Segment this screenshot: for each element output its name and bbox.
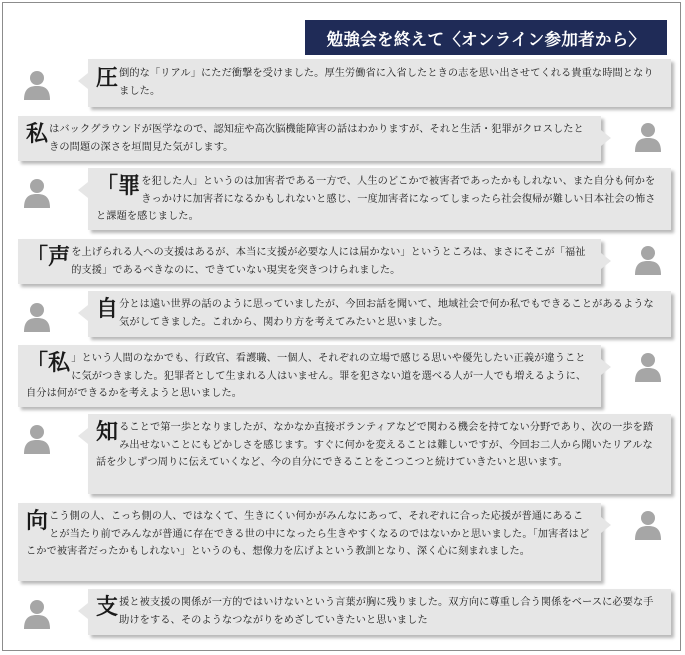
- comment-initial: 自: [96, 297, 119, 322]
- comment-bubble: [88, 589, 671, 635]
- comment-text: ることで第一歩となりましたが、なかなか直接ボランティアなどで関わる機会を持てない分野であり、次の一歩を踏み出せないことにもどかしさを感じます。すぐに何かを変えることは難しいですが、今回お二人から聞いたリアルな話を少しずつ周りに伝えていくなど、今の自分にできることをこつこつと続けていきたいと思います。: [96, 422, 654, 468]
- comment-initial: 向: [26, 509, 49, 534]
- comment-bubble: [18, 116, 601, 161]
- user-avatar-icon: [635, 510, 661, 540]
- comment-text: 」という人間のなかでも、行政官、看護職、一個人、それぞれの立場で感じる思いや優先したい正義が違うことに気がつきました。犯罪者として生まれる人はいません。罪を犯さない道を選べる人が一人でも増えるように、自分は何ができるかを考えようと思いました。: [26, 353, 587, 399]
- comment-initial: 「罪: [96, 174, 141, 199]
- comment-text: 援と被支援の関係が一方的ではいけないという言葉が胸に残りました。双方向に尊重し合う関係をベースに必要な手助けをする、そのようなつながりをめざしていきたいと思いました: [119, 597, 654, 626]
- user-avatar-icon: [24, 302, 50, 332]
- comment-initial: 「私: [26, 351, 71, 376]
- user-avatar-icon: [635, 352, 661, 382]
- comment-bubble: [88, 59, 671, 107]
- comment-text: こう側の人、こっち側の人、ではなくて、生きにくい何かがみんなにあって、それぞれに合った応援が普通にあることが当たり前でみんなが普通に存在できる世の中になったら生きやすくなるのではないかと思いました。「加害者はどこかで被害者だったかもしれない」というのも、想像力を広げよという教訓となり、深く心に刻まれました。: [26, 511, 590, 557]
- comment-initial: 知: [96, 420, 119, 445]
- comment-text: を犯した人」というのは加害者である一方で、人生のどこかで被害者であったかもしれない、また自分も何かをきっかけに加害者になるかもしれないと感じ、一度加害者になってしまったら社会復帰が難しい日本社会の怖さと課題を感じました。: [96, 176, 656, 222]
- comment-text: 分とは遠い世界の話のように思っていましたが、今回お話を聞いて、地域社会で何か私でもできることがあるような気がしてきました。これから、関わり方を考えてみたいと思いました。: [119, 299, 654, 328]
- comment-bubble: [88, 414, 671, 494]
- comment-text: 倒的な「リアル」にただ衝撃を受けました。厚生労働省に入省したときの志を思い出させてくれる貴重な時間となりました。: [119, 68, 654, 97]
- comment-bubble: [18, 345, 601, 407]
- page-title: 勉強会を終えて〈オンライン参加者から〉: [305, 20, 667, 55]
- comment-initial: 私: [26, 122, 49, 147]
- comment-initial: 圧: [96, 66, 119, 91]
- comment-initial: 支: [96, 595, 119, 620]
- comment-bubble: [18, 503, 601, 581]
- comment-bubble: [88, 291, 671, 337]
- comment-initial: 「声: [26, 245, 71, 270]
- user-avatar-icon: [635, 122, 661, 152]
- user-avatar-icon: [24, 70, 50, 100]
- user-avatar-icon: [24, 599, 50, 629]
- user-avatar-icon: [635, 245, 661, 275]
- comment-bubble: [88, 168, 671, 230]
- comment-text: はバックグラウンドが医学なので、認知症や高次脳機能障害の話はわかりますが、それと生活・犯罪がクロスしたときの問題の深さを垣間見た気がします。: [49, 124, 584, 153]
- comment-bubble: [18, 239, 601, 284]
- user-avatar-icon: [24, 178, 50, 208]
- user-avatar-icon: [24, 424, 50, 454]
- comment-text: を上げられる人への支援はあるが、本当に支援が必要な人には届かない」というところは、まさにそこが「福祉的支援」であるべきなのに、できていない現実を突きつけられました。: [71, 247, 586, 276]
